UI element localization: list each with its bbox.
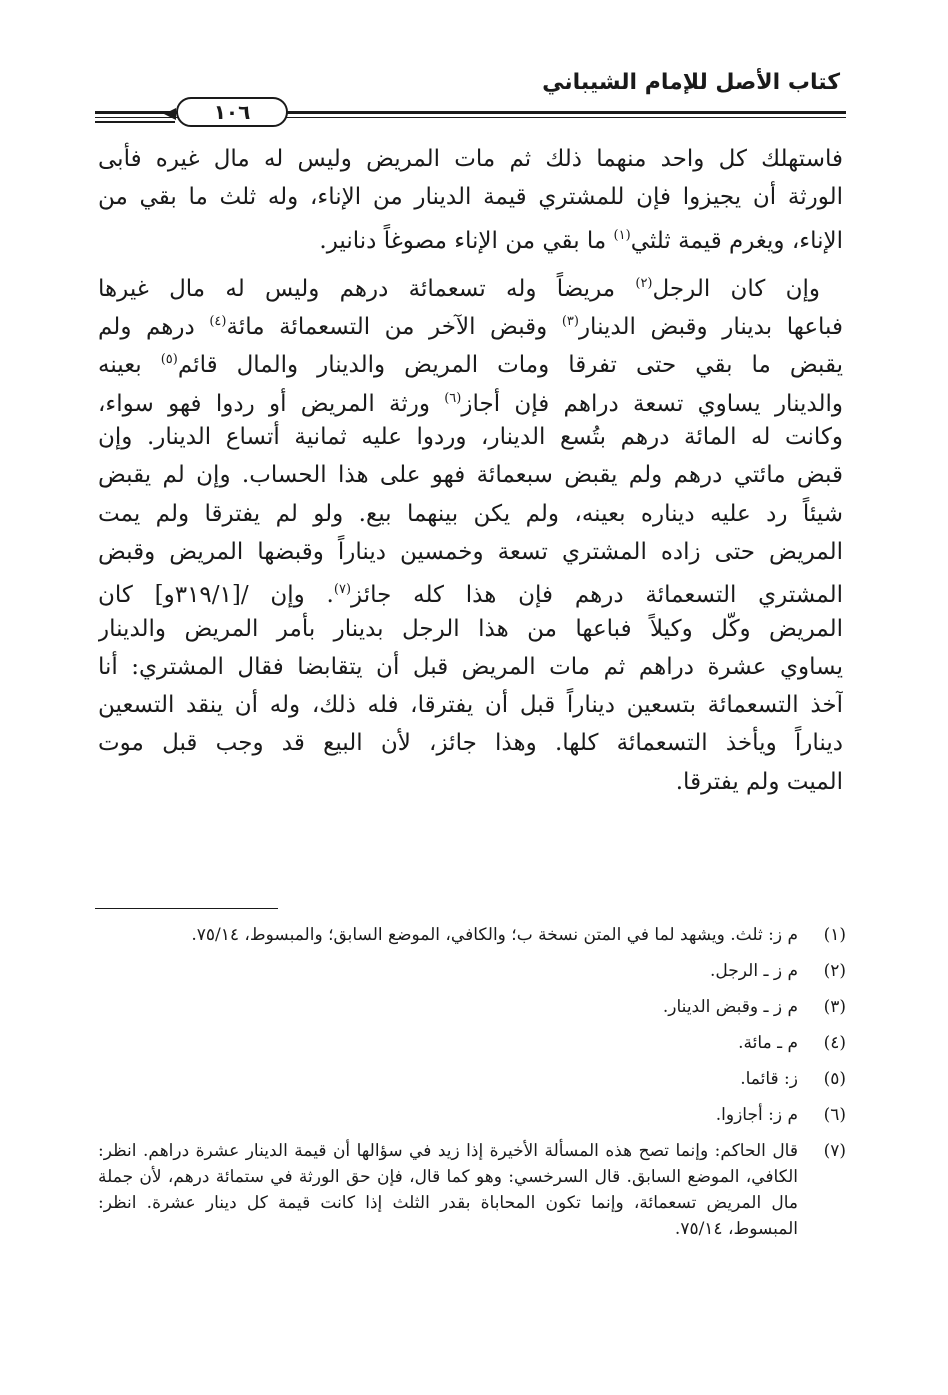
text-line: الورثة أن يجيزوا فإن للمشتري قيمة الدينار من الإناء، وله ثلث ما بقي من [98,184,843,211]
text-segment: ما بقي من الإناء مصوغاً دنانير. [319,227,607,254]
text-line: الميت ولم يفترقا. [675,768,843,795]
header-rule-tail [95,121,175,123]
text-line: المريض وكّل وكيلاً فباعها من هذا الرجل بدينار بأمر المريض والدينار [98,615,843,642]
text-segment: الإناء، ويغرم قيمة ثلثي [630,227,843,254]
text-segment: يقبض ما بقي حتى تفرقا ومات المريض والدينار والمال قائم [177,352,843,379]
footnote-ref[interactable]: (٢) [635,275,653,291]
text-line: يساوي عشرة دراهم ثم مات المريض قبل أن يتقابضا فقال المشتري: أنا [98,653,843,680]
text-segment: المشتري التسعمائة درهم فإن هذا كله جائز [351,582,843,609]
text-segment: درهم ولم [98,314,210,341]
text-segment: بعينه [98,352,161,379]
text-line: شيئاً رد عليه ديناره بعينه، ولم يكن بينهما بيع. ولو لم يفترقا ولم يمت [98,500,843,527]
text-line [98,341,843,379]
footnote-ref[interactable]: (٧) [333,582,352,598]
footnote-separator [95,908,278,909]
footnote-text: م ز: أجازوا. [715,1105,798,1125]
text-segment: وقبض الآخر من التسعمائة مائة [226,314,562,341]
page-number-badge [176,97,288,127]
text-line: فاستهلك كل واحد منهما ذلك ثم مات المريض وليس له مال غيره فأبى [98,146,843,172]
text-line: المريض حتى زاده المشتري تسعة وخمسين ديناراً وقبضها المريض وقبض [98,538,843,565]
main-text [98,140,843,801]
text-line: آخذ التسعمائة بتسعين ديناراً قبل أن يفترقا، فله ذلك، وله أن ينقد التسعين [98,692,843,719]
footnote-number: (١) [823,925,846,945]
footnote [98,994,846,1020]
footnote-number: (٢) [823,961,846,981]
text-segment: ورثة المريض أو ردوا فهو سواء، [98,390,445,417]
text-line: وكانت له المائة درهم بتُسع الدينار، وردوا عليه ثمانية أتساع الدينار. وإن [98,424,843,451]
page-number: ١٠٦ [213,100,251,124]
footnote-number: (٤) [823,1033,846,1053]
text-line [98,380,843,418]
footnote-ref[interactable]: (١) [613,227,631,243]
footnote-number: (٧) [823,1141,846,1161]
footnote-ref[interactable]: (٤) [209,314,227,330]
footnotes [98,922,846,1252]
footnote-text: ز: قائما. [740,1069,798,1089]
text-line: ديناراً ويأخذ التسعمائة كلها. وهذا جائز، لأن البيع قد وجب قبل موت [98,730,843,757]
text-segment: . وإن /[٣١٩/١و] كان [98,582,334,609]
footnote [98,1030,846,1056]
footnote [98,1138,846,1242]
footnote-text: م ـ مائة. [738,1033,798,1053]
text-line [98,303,843,341]
footnote-ref[interactable]: (٥) [160,352,178,368]
running-title: كتاب الأصل للإمام الشيباني [542,70,840,95]
footnote [98,1066,846,1092]
text-line: قبض مائتي درهم ولم يقبض سبعمائة فهو على هذا الحساب. وإن لم يقبض [98,462,843,489]
footnote-number: (٦) [823,1105,846,1125]
footnote-text: قال الحاكم: وإنما تصح هذه المسألة الأخيرة إذا زيد في سؤالها أن قيمة الدينار عشرة دراهم. انظر: الكافي، الموضع السابق. قال السرخسي: وهو كما قال، فإن حق الورثة في ستمائة درهم، لأن جملة مال المريض تسعمائة، وإنما تكون المحاباة بقدر الثلث إذا كانت قيمة كل دينار عشرة. انظر: المبسوط، ٧٥/١٤. [98,1141,798,1239]
footnote-number: (٥) [823,1069,846,1089]
text-line [98,571,843,609]
footnote [98,1102,846,1128]
footnote [98,958,846,984]
footnote [98,922,846,948]
footnote-ref[interactable]: (٣) [561,314,579,330]
footnote-text: م ز ـ الرجل. [710,961,798,981]
footnote-number: (٣) [823,997,846,1017]
text-segment: وإن كان الرجل [652,275,820,302]
text-line [98,265,843,303]
footnote-text: م ز: ثلث. ويشهد لما في المتن نسخة ب؛ والكافي، الموضع السابق؛ والمبسوط، ٧٥/١٤. [191,925,798,945]
text-segment: فباعها بدينار وقبض الدينار [578,314,843,341]
footnote-text: م ز ـ وقبض الدينار. [662,997,798,1017]
text-segment: والدينار يساوي تسعة دراهم فإن أجاز [461,390,843,417]
text-segment: مريضاً وله تسعمائة درهم وليس له مال غيرها [98,275,636,302]
paragraph-gap [98,255,843,265]
text-line [98,217,843,255]
footnote-ref[interactable]: (٦) [444,390,462,406]
badge-arrow-icon [164,108,176,120]
